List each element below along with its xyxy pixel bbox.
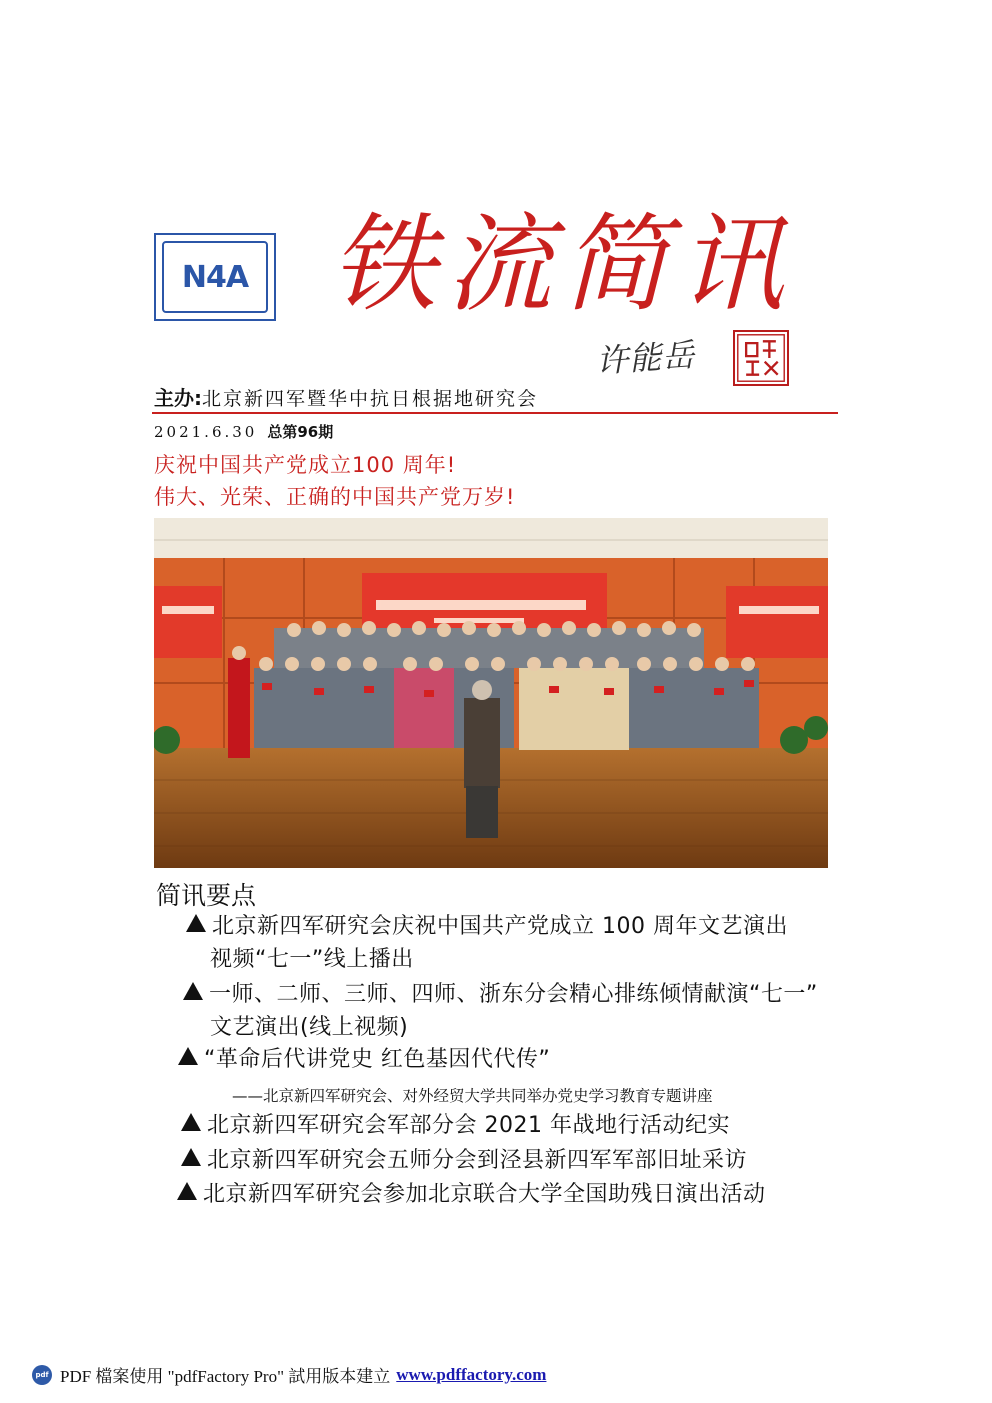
- pdffactory-link[interactable]: www.pdffactory.com: [396, 1364, 547, 1384]
- triangle-bullet-icon: [186, 914, 206, 932]
- logo-text: N4A: [181, 259, 249, 295]
- triangle-bullet-icon: [177, 1182, 197, 1200]
- calligraphy-signature: 许能岳: [594, 335, 697, 381]
- red-seal-icon: [733, 330, 789, 386]
- n4a-logo: [154, 233, 276, 321]
- issue-number: 总第96期: [267, 423, 334, 441]
- footer-text: PDF 檔案使用 "pdfFactory Pro" 試用版本建立: [60, 1367, 391, 1386]
- highlight-text: 北京新四军研究会庆祝中国共产党成立 100 周年文艺演出: [212, 914, 788, 939]
- triangle-bullet-icon: [183, 982, 203, 1000]
- sponsor-label: 主办:: [154, 386, 202, 410]
- issue-date: 2021.6.30: [154, 423, 258, 441]
- highlight-text: 北京新四军研究会军部分会 2021 年战地行活动纪实: [207, 1113, 730, 1138]
- header-divider: [152, 412, 838, 414]
- choir-performance-photo: [154, 518, 828, 868]
- sponsor-org: 北京新四军暨华中抗日根据地研究会: [202, 388, 539, 410]
- slogan-line-2: 伟大、光荣、正确的中国共产党万岁!: [154, 485, 516, 509]
- triangle-bullet-icon: [181, 1148, 201, 1166]
- highlight-text: 一师、二师、三师、四师、浙东分会精心排练倾情献演“七一”: [209, 982, 818, 1007]
- pdf-footer: [32, 1362, 546, 1387]
- highlight-item-5: [181, 1145, 747, 1177]
- highlight-text: 北京新四军研究会参加北京联合大学全国助残日演出活动: [203, 1182, 766, 1207]
- masthead-title: 铁流简讯: [330, 203, 794, 326]
- highlight-item-6: [177, 1179, 766, 1211]
- highlight-item-3: [178, 1044, 550, 1076]
- highlight-text: 北京新四军研究会五师分会到泾县新四军军部旧址采访: [207, 1148, 748, 1173]
- pdf-icon: pdf: [32, 1365, 52, 1385]
- highlight-item-3-subtitle: ——北京新四军研究会、对外经贸大学共同举办党史学习教育专题讲座: [232, 1087, 713, 1105]
- highlight-item-2: [183, 979, 818, 1011]
- highlights-title: 简讯要点: [156, 881, 257, 910]
- highlight-item-1: [186, 911, 788, 943]
- triangle-bullet-icon: [178, 1047, 198, 1065]
- triangle-bullet-icon: [181, 1113, 201, 1131]
- highlight-text: “革命后代讲党史 红色基因代代传”: [204, 1047, 551, 1072]
- highlight-item-2-cont: 文艺演出(线上视频): [210, 1015, 409, 1040]
- sponsor-line: [154, 382, 538, 411]
- highlight-item-1-cont: 视频“七一”线上播出: [210, 947, 414, 972]
- slogan-line-1: 庆祝中国共产党成立100 周年!: [154, 453, 457, 477]
- issue-info: [154, 421, 333, 442]
- highlight-item-4: [181, 1110, 730, 1142]
